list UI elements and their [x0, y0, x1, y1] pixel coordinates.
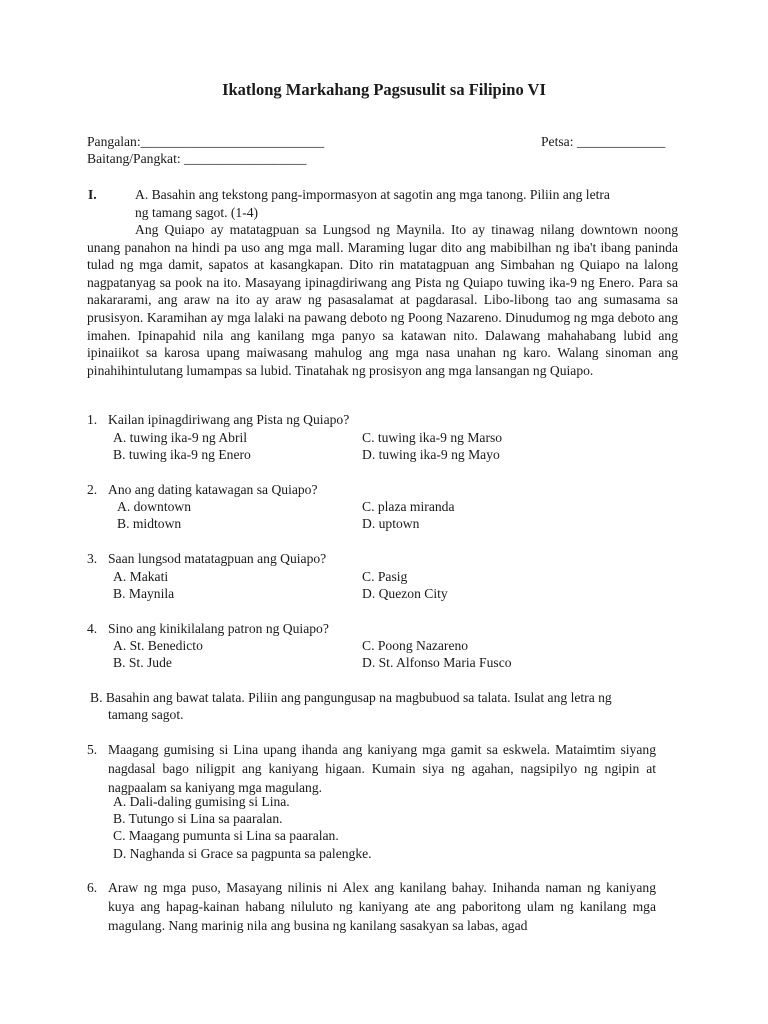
section-roman-numeral: I.	[88, 187, 97, 202]
exam-title: Ikatlong Markahang Pagsusulit sa Filipino VI	[222, 80, 546, 99]
option-b: B. midtown	[117, 516, 182, 531]
option-b: B. tuwing ika-9 ng Enero	[113, 447, 251, 462]
question-number: 2.	[87, 482, 98, 497]
option-d: D. Quezon City	[362, 586, 448, 601]
question-1	[87, 411, 349, 428]
option-a: A. Makati	[113, 569, 169, 584]
grade-blank: __________________	[184, 151, 307, 166]
date-label: Petsa:	[541, 134, 574, 149]
question-3	[87, 550, 326, 567]
option-c: C. Pasig	[362, 569, 408, 584]
section-b-instruction-line2: tamang sagot.	[108, 707, 184, 722]
option-c: C. plaza miranda	[362, 499, 455, 514]
option-d: D. Naghanda si Grace sa pagpunta sa palengke.	[113, 846, 372, 861]
date-blank: _____________	[576, 134, 666, 149]
question-5-number: 5.	[87, 742, 98, 757]
option-d: D. St. Alfonso Maria Fusco	[362, 655, 512, 670]
option-c: C. Poong Nazareno	[362, 638, 469, 653]
question-6-number: 6.	[87, 880, 98, 895]
question-text: Sino ang kinikilalang patron ng Quiapo?	[108, 621, 329, 636]
question-2	[87, 481, 318, 498]
option-b: B. St. Jude	[113, 655, 172, 670]
question-text: Saan lungsod matatagpuan ang Quiapo?	[108, 551, 327, 566]
question-4	[87, 620, 329, 637]
name-blank: ___________________________	[140, 134, 325, 149]
option-c: C. tuwing ika-9 ng Marso	[362, 430, 503, 445]
grade-field	[87, 150, 306, 167]
question-text: Kailan ipinagdiriwang ang Pista ng Quiapo?	[108, 412, 350, 427]
question-text: Ano ang dating katawagan sa Quiapo?	[108, 482, 318, 497]
option-a: A. downtown	[117, 499, 192, 514]
grade-label: Baitang/Pangkat:	[87, 151, 181, 166]
question-number: 1.	[87, 412, 98, 427]
date-field	[541, 133, 665, 150]
section-a-instruction-line2: ng tamang sagot. (1-4)	[135, 205, 259, 220]
option-d: D. uptown	[362, 516, 420, 531]
question-number: 4.	[87, 621, 98, 636]
option-b: B. Maynila	[113, 586, 175, 601]
name-field	[87, 133, 324, 150]
option-a: A. Dali-daling gumising si Lina.	[113, 794, 290, 809]
section-b-instruction-line1: B. Basahin ang bawat talata. Piliin ang pangungusap na magbubuod sa talata. Isulat ang letra ng	[90, 690, 612, 705]
question-5-text: Maagang gumising si Lina upang ihanda ang kaniyang mga gamit sa eskwela. Mataimtim siyang nagdasal bago niligpit ang kaniyang higaan. Kumain siya ng agahan, nagsipilyo ng ngipin at nagpaalam sa kaniyang mga magulang.	[108, 742, 656, 795]
option-a: A. tuwing ika-9 ng Abril	[113, 430, 248, 445]
name-label: Pangalan:	[87, 134, 141, 149]
question-6-text: Araw ng mga puso, Masayang nilinis ni Alex ang kanilang bahay. Inihanda naman ng kaniyang kuya ang hapag-kainan habang niluluto ng kaniyang ate ang paboritong ulam ng kanilang mga magulang. Nang marinig nila ang busina ng kanilang sasakyan sa labas, agad	[108, 880, 656, 933]
section-a-instruction-line1: A. Basahin ang tekstong pang-impormasyon at sagotin ang mga tanong. Piliin ang letra	[135, 187, 610, 202]
option-d: D. tuwing ika-9 ng Mayo	[362, 447, 500, 462]
option-c: C. Maagang pumunta si Lina sa paaralan.	[113, 828, 339, 843]
question-number: 3.	[87, 551, 98, 566]
option-b: B. Tutungo si Lina sa paaralan.	[113, 811, 283, 826]
option-a: A. St. Benedicto	[113, 638, 203, 653]
reading-passage: Ang Quiapo ay matatagpuan sa Lungsod ng Maynila. Ito ay tinawag nilang downtown noong unang panahon na hindi pa uso ang mga mall. Maraming lugar dito ang mabibilhan ng iba't ibang paninda tulad ng mga damit, sapatos at kasangkapan. Dito rin matatagpuan ang Simbahan ng Quiapo na lalong nagpatanyag sa pook na ito. Masayang ipinagdiriwang ang Pista ng Quiapo tuwing ika-9 ng Enero. Para sa nakararami, ang araw na ito ay araw ng pasasalamat at pagdarasal. Libo-libong tao ang sumasama sa prusisyon. Karamihan ay mga lalaki na pawang deboto ng Poong Nazareno. Dinudumog ng mga deboto ang imahen. Ipinapahid nila ang kanilang mga panyo sa katawan nito. Dalawang mahahabang lubid ang ipinaiikot sa karosa upang maiwasang mahulog ang mga nasa unahan ng karo. Walang sinoman ang pinahihintulutang lumampas sa lubid. Tinatahak ng prosisyon ang mga lansangan ng Quiapo.	[87, 222, 678, 378]
